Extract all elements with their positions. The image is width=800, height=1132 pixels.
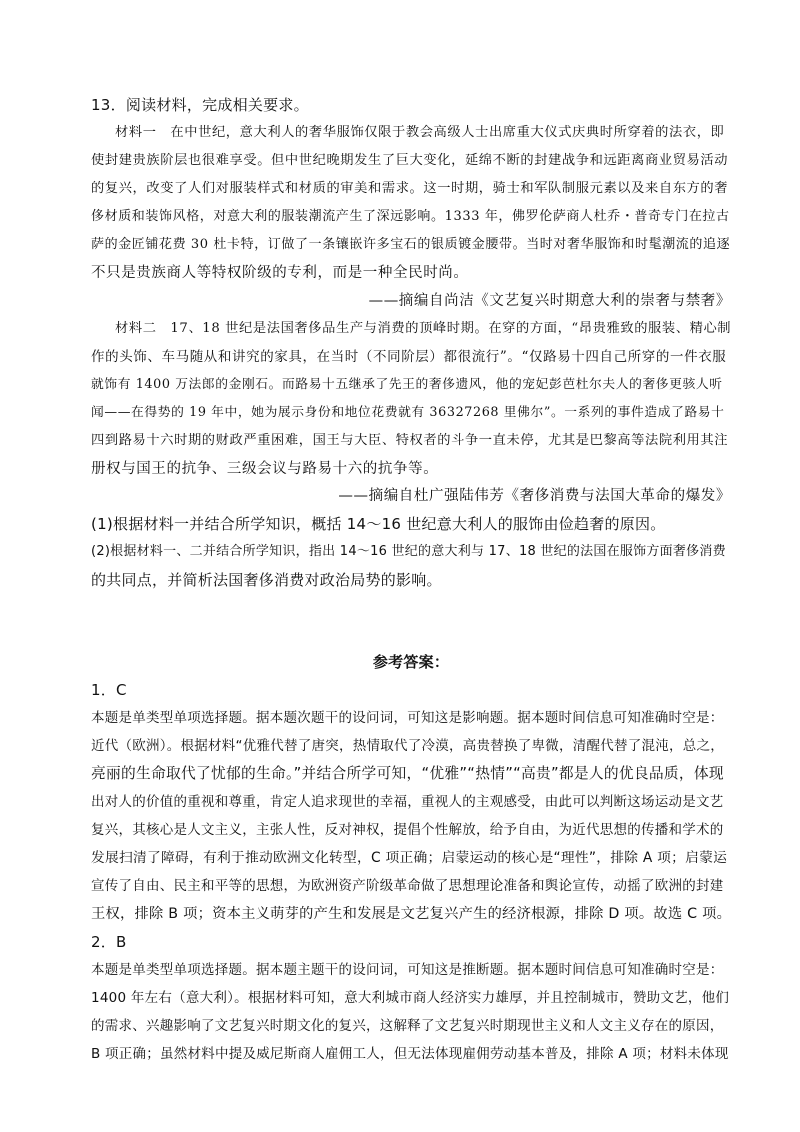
answer-1-line: 发展扫清了障碍，有利于推动欧洲文化转型，C 项正确；启蒙运动的核心是“理性”，排除 A 项；启蒙运 [91,850,728,866]
answer-1-line: 宣传了自由、民主和平等的思想，为欧洲资产阶级革命做了思想理论准备和舆论宣传，动摇了欧洲的封建 [91,878,724,894]
sub-question-2-continued: 的共同点，并简析法国奢侈消费对政治局势的影响。 [91,571,442,589]
material2-line: 闻——在得势的 19 年中，她为展示身份和地位花费就有 36327268 里佛尔”。一系列的事件造成了路易十 [91,405,725,420]
sub-question-1: (1)根据材料一并结合所学知识，概括 14～16 世纪意大利人的服饰由俭趋奢的原因。 [91,515,666,533]
answer-2-line: 1400 年左右（意大利）。根据材料可知，意大利城市商人经济实力雄厚，并且控制城市，赞助文艺，他们 [91,990,730,1006]
material2-line: 就饰有 1400 万法郎的金刚石。而路易十五继承了先王的奢侈遗风，他的宠妃彭芭杜尔夫人的奢侈更骇人听 [91,377,723,392]
answer-1-line: 出对人的价值的重视和尊重，肯定人追求现世的幸福，重视人的主观感受，由此可以判断这场运动是文艺 [91,794,724,810]
material2-source: ——摘编自杜广强陆伟芳《奢侈消费与法国大革命的爆发》 [338,488,731,504]
answer-1-line: 王权，排除 B 项；资本主义萌芽的产生和发展是文艺复兴产生的经济根源，排除 D 项。故选 C 项。 [91,906,731,922]
material2-line: 作的头饰、车马随从和讲究的家具，在当时（不同阶层）都很流行”。“仅路易十四自己所穿的一件衣服 [91,349,727,365]
answer-1-label: 1．C [91,681,127,699]
material1-line: 材料一 在中世纪，意大利人的奢华服饰仅限于教会高级人士出席重大仪式庆典时所穿着的法衣，即 [115,125,725,140]
answer-2-line: 的需求、兴趣影响了文艺复兴时期文化的复兴，这解释了文艺复兴时期现世主义和人文主义存在的原因， [91,1018,724,1034]
material1-source: ——摘编自尚洁《文艺复兴时期意大利的崇奢与禁奢》 [368,293,731,309]
answer-1-line: 亮丽的生命取代了忧郁的生命。”并结合所学可知，“优雅”“热情”“高贵”都是人的优良品质，体现 [91,765,724,782]
question-heading: 13．阅读材料，完成相关要求。 [91,96,309,114]
answer-1-line: 复兴，其核心是人文主义，主张人性，反对神权，提倡个性解放，给予自由，为近代思想的传播和学术的 [91,822,724,838]
answer-1-line: 本题是单类型单项选择题。据本题次题干的设问词，可知这是影响题。据本题时间信息可知准确时空是： [91,710,724,726]
material1-line: 侈材质和装饰风格，对意大利的服装潮流产生了深远影响。1333 年，佛罗伦萨商人杜乔・普奇专门在拉古 [91,209,730,224]
material2-line: 材料二 17、18 世纪是法国奢侈品生产与消费的顶峰时期。在穿的方面，“昂贵雅致的服装、精心制 [115,321,731,336]
answers-title: 参考答案： [372,653,450,671]
material1-line: 不只是贵族商人等特权阶级的专利，而是一种全民时尚。 [91,265,469,281]
material1-line: 的复兴，改变了人们对服装样式和材质的审美和需求。这一时期，骑士和军队制服元素以及来自东方的奢 [91,181,729,196]
material2-line: 四到路易十六时期的财政严重困难，国王与大臣、特权者的斗争一直未停，尤其是巴黎高等法院利用其注 [91,433,729,448]
answer-1-line: 近代（欧洲）。根据材料“优雅代替了唐突，热情取代了冷漠，高贵替换了卑微，清醒代替了混沌，总之， [91,738,724,754]
answer-2-line: B 项正确；虽然材料中提及威尼斯商人雇佣工人，但无法体现雇佣劳动基本普及，排除 A 项；材料未体现 [91,1046,729,1062]
sub-question-2: (2)根据材料一、二并结合所学知识，指出 14～16 世纪的意大利与 17、18 世纪的法国在服饰方面奢侈消费 [91,544,726,559]
answer-2-line: 本题是单类型单项选择题。据本题主题干的设问词，可知这是推断题。据本题时间信息可知准确时空是： [91,962,724,978]
material1-line: 使封建贵族阶层也很难享受。但中世纪晚期发生了巨大变化，延绵不断的封建战争和远距离商业贸易活动 [91,153,729,168]
answer-2-label: 2．B [91,933,127,951]
material1-line: 萨的金匠铺花费 30 杜卡特，订做了一条镶嵌许多宝石的银质镀金腰带。当时对奢华服饰和时髦潮流的追逐 [91,237,731,252]
material2-line: 册权与国王的抗争、三级会议与路易十六的抗争等。 [91,461,439,477]
